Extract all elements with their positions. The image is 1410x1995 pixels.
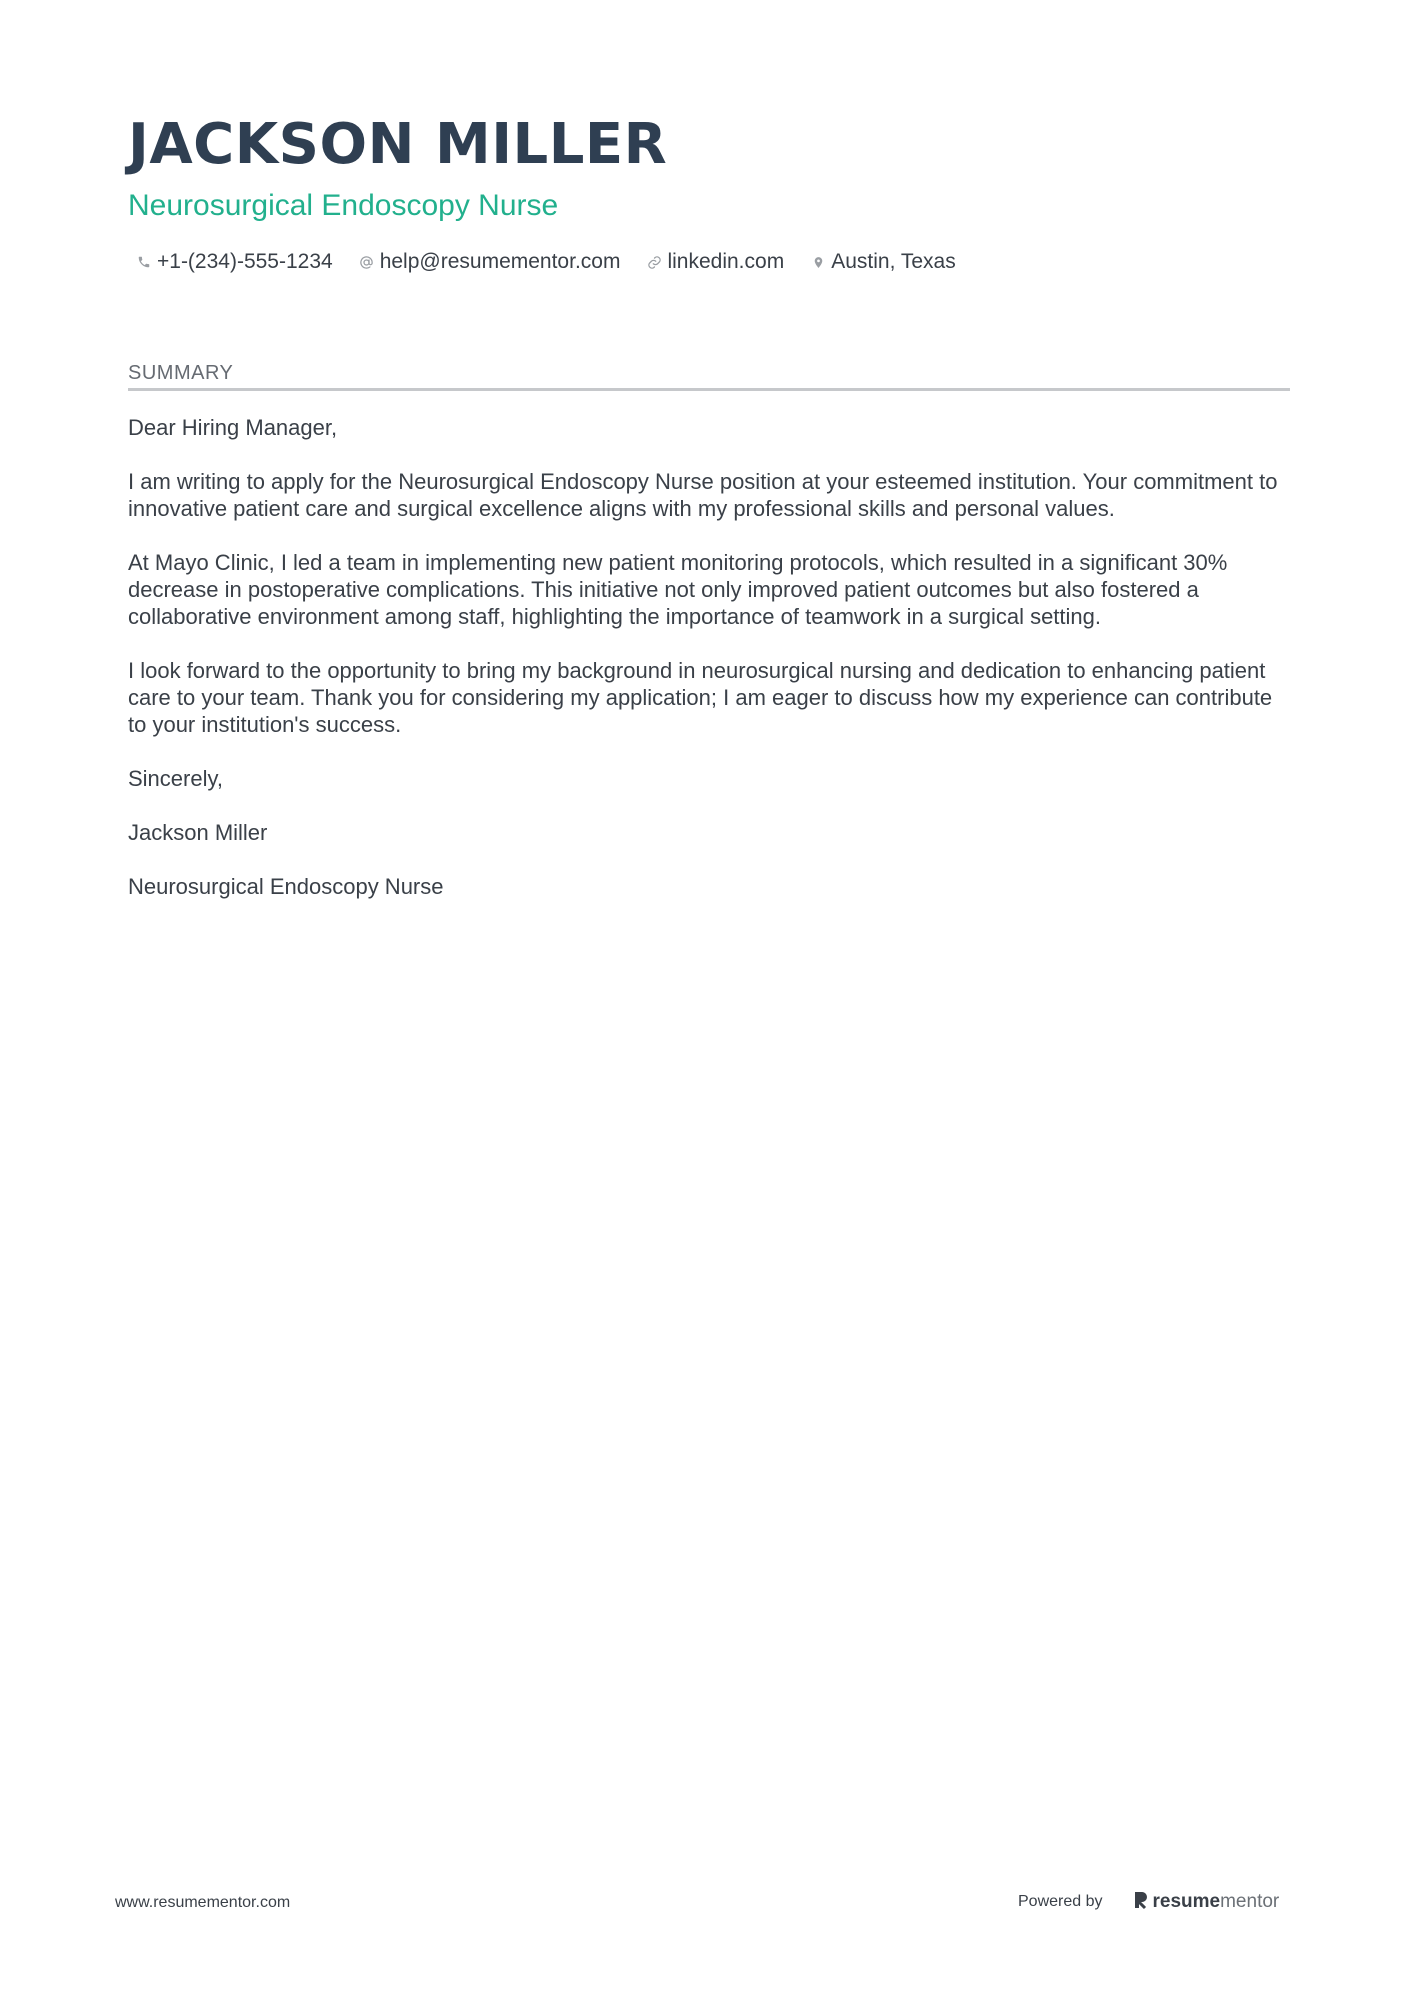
resumementor-logo[interactable] [1133, 1890, 1280, 1915]
contact-location [810, 250, 956, 274]
signature-name: Jackson Miller [128, 820, 268, 845]
link-icon [646, 254, 662, 270]
summary-heading: SUMMARY [128, 360, 1290, 391]
letter-paragraph: I am writing to apply for the Neurosurgical Endoscopy Nurse position at your esteemed institution. Your commitment to innovative patient care and surgical excellence aligns with my professional skills and personal values. [128, 469, 1278, 521]
signature-title: Neurosurgical Endoscopy Nurse [128, 874, 444, 899]
location-pin-icon [810, 254, 826, 270]
phone-icon [136, 254, 152, 270]
letter-body [128, 414, 1290, 927]
phone-text: +1-(234)-555-1234 [157, 250, 333, 273]
wordmark-light: mentor [1220, 1891, 1280, 1912]
resumementor-logo-icon [1133, 1890, 1149, 1915]
closing: Sincerely, [128, 766, 223, 791]
letter-paragraph: At Mayo Clinic, I led a team in implementing new patient monitoring protocols, which resulted in a significant 30% decrease in postoperative complications. This initiative not only improved patient outcomes but also fostered a collaborative environment among staff, highlighting the importance of teamwork in a surgical setting. [128, 550, 1228, 629]
candidate-name: JACKSON MILLER [128, 112, 668, 177]
powered-by-label: Powered by [1018, 1893, 1103, 1910]
resumementor-wordmark [1153, 1891, 1280, 1913]
linkedin-text: linkedin.com [667, 250, 785, 273]
footer-website[interactable]: www.resumementor.com [115, 1894, 291, 1911]
contact-email [359, 250, 621, 274]
at-icon [359, 254, 375, 270]
job-title: Neurosurgical Endoscopy Nurse [128, 189, 559, 222]
letter-paragraph: I look forward to the opportunity to bring my background in neurosurgical nursing and dedication to enhancing patient care to your team. Thank you for considering my application; I am eager to discuss how my experience can contribute to your institution's success. [128, 658, 1273, 737]
email-text: help@resumementor.com [379, 250, 621, 273]
footer-branding [1018, 1888, 1279, 1916]
contact-phone [136, 250, 333, 274]
contact-linkedin [646, 250, 784, 274]
location-text: Austin, Texas [831, 250, 956, 273]
wordmark-bold: resume [1152, 1891, 1221, 1912]
contact-bar [136, 245, 956, 279]
salutation: Dear Hiring Manager, [128, 415, 338, 440]
